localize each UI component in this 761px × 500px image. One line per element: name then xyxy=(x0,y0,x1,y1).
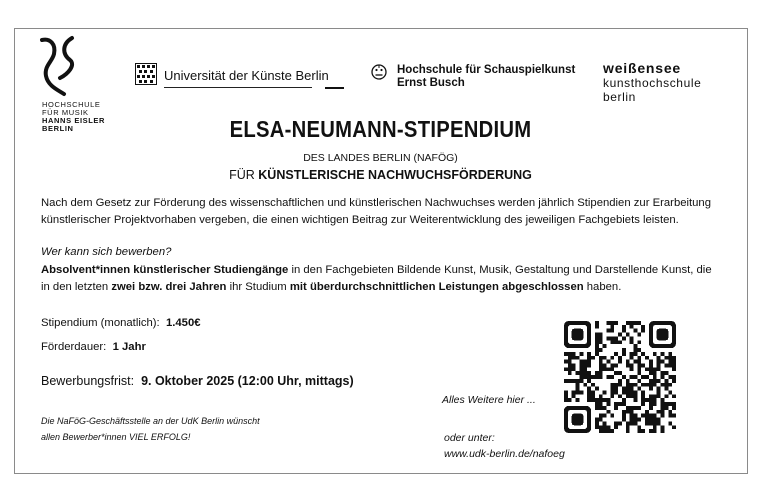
subtitle-prefix: FÜR xyxy=(229,168,259,182)
kw-line2: kunsthochschule xyxy=(603,76,702,90)
hfs-logo-text xyxy=(397,64,575,90)
duration-value: 1 Jahr xyxy=(112,341,146,353)
udk-logo-icon xyxy=(135,63,157,85)
closing-line2: allen Bewerber*innen VIEL ERFOLG! xyxy=(41,432,191,442)
or-label: oder unter: xyxy=(444,432,495,444)
subtitle-purpose xyxy=(0,168,761,182)
qr-code[interactable] xyxy=(564,321,676,433)
eligibility-performance: mit überdurchschnittlichen Leistungen abgeschlossen xyxy=(289,281,584,293)
hfm-logo-icon xyxy=(38,34,78,98)
deadline-value: 9. Oktober 2025 (12:00 Uhr, mittags) xyxy=(141,374,354,388)
subtitle-bold: KÜNSTLERISCHE NACHWUCHSFÖRDERUNG xyxy=(258,168,532,182)
info-link[interactable]: www.udk-berlin.de/nafoeg xyxy=(444,448,565,460)
eligibility-end: haben. xyxy=(583,281,622,293)
hfm-line3: HANNS EISLER xyxy=(42,116,106,125)
udk-underline xyxy=(164,87,312,88)
hfs-logo-icon xyxy=(371,64,387,80)
closing-line1: Die NaFöG-Geschäftsstelle an der UdK Berlin wünscht xyxy=(41,416,260,426)
closing-note xyxy=(41,413,260,445)
page-title: ELSA-NEUMANN-STIPENDIUM xyxy=(229,116,532,142)
eligibility-question: Wer kann sich bewerben? xyxy=(41,246,172,258)
intro-paragraph: Nach dem Gesetz zur Förderung des wissenschaftlichen und künstlerischen Nachwuchses werden jährlich Stipendien zur Erarbeitung künstlerischer Projektvorhaben vergeben, die einen wichtigen Beitrag zur Weiterentwicklung des jeweiligen Fachgebiets leisten. xyxy=(41,197,712,226)
stipend-label: Stipendium (monatlich): xyxy=(41,317,160,329)
duration-label: Förderdauer: xyxy=(41,341,107,353)
subtitle-state: DES LANDES BERLIN (NAFÖG) xyxy=(303,152,458,164)
hfm-line4: BERLIN xyxy=(42,124,74,133)
deadline-line xyxy=(41,374,354,388)
udk-logo-text: Universität der Künste Berlin xyxy=(164,68,329,83)
eligibility-graduates: Absolvent*innen künstlerischer Studiengänge xyxy=(41,264,289,276)
more-info-label: Alles Weitere hier ... xyxy=(442,394,536,406)
hfm-line2: FÜR MUSIK xyxy=(42,108,89,117)
hfm-line1: HOCHSCHULE xyxy=(42,100,101,109)
hfs-line2: Ernst Busch xyxy=(397,77,465,89)
eligibility-years: zwei bzw. drei Jahren xyxy=(111,281,227,293)
hfs-line1: Hochschule für Schauspielkunst xyxy=(397,64,576,76)
kw-logo-title: weißensee xyxy=(603,60,682,76)
stipend-value: 1.450€ xyxy=(165,317,201,329)
kw-logo-text xyxy=(603,76,701,104)
eligibility-paragraph xyxy=(41,262,721,296)
deadline-label: Bewerbungsfrist: xyxy=(41,374,135,388)
eligibility-fields: in den Fachgebieten Bildende Kunst, Musik, Gestaltung und Darstellende Kunst, die in den letzten xyxy=(41,264,712,293)
stipend-line xyxy=(41,317,201,329)
duration-line xyxy=(41,341,146,353)
kw-line3: berlin xyxy=(603,90,636,104)
eligibility-text: ihr Studium xyxy=(226,281,290,293)
udk-dash xyxy=(325,87,344,89)
